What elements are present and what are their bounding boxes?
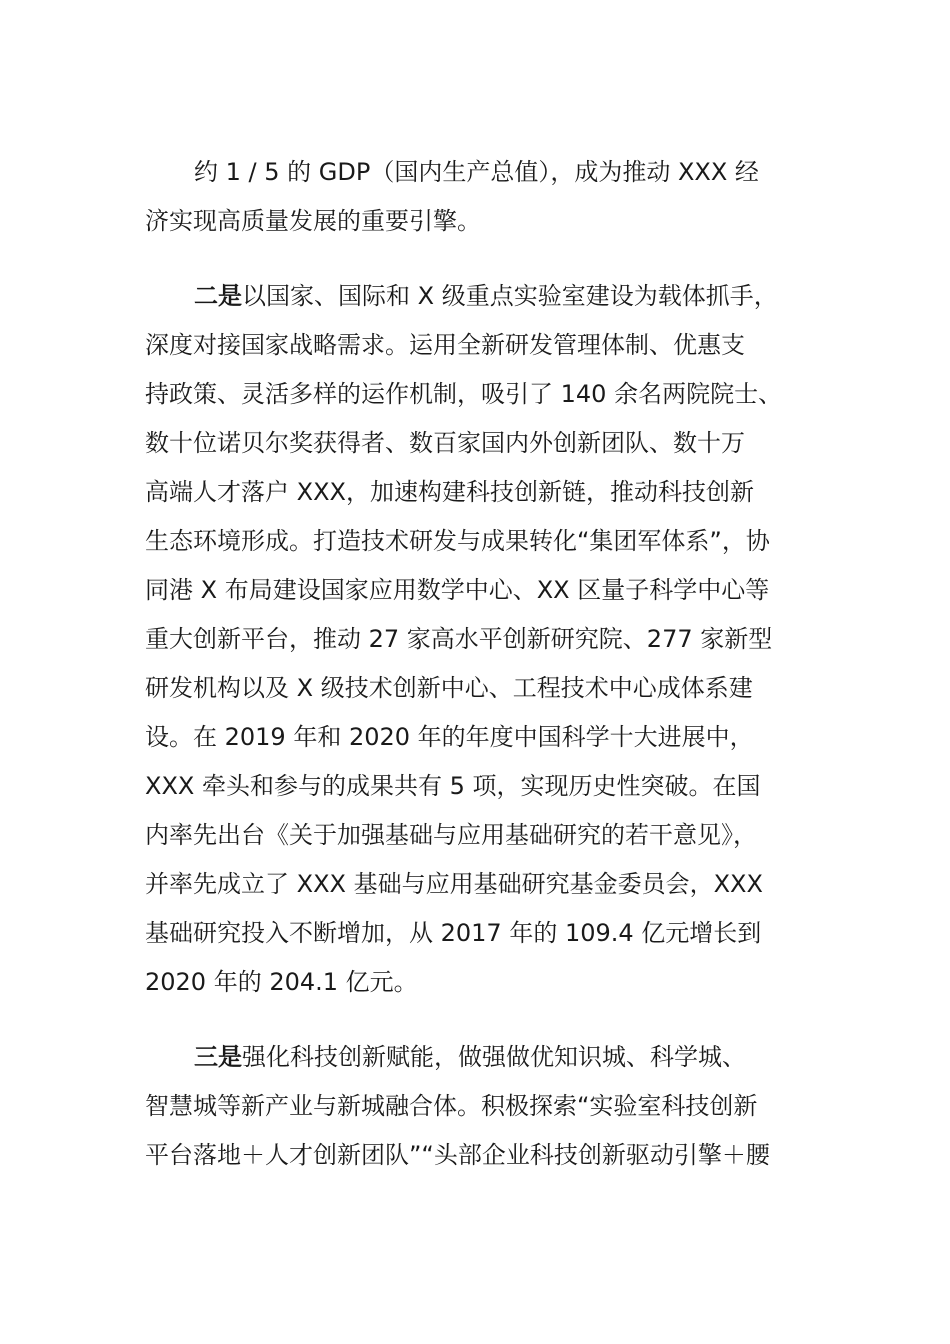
- paragraph-2-line-4: 数十位诺贝尔奖获得者、数百家国内外创新团队、数十万: [145, 429, 745, 457]
- paragraph-2-line-9: 研发机构以及 X 级技术创新中心、工程技术中心成体系建: [145, 674, 753, 702]
- paragraph-2-line-15: 2020 年的 204.1 亿元。: [145, 968, 418, 996]
- paragraph-2-line-12: 内率先出台《关于加强基础与应用基础研究的若干意见》，: [145, 821, 757, 849]
- paragraph-2-line-13: 并率先成立了 XXX 基础与应用基础研究基金委员会，XXX: [145, 870, 763, 898]
- paragraph-3-line-1-text: 强化科技创新赋能，做强做优知识城、科学城、: [242, 1043, 746, 1071]
- paragraph-1-line-1: 约 1 / 5 的 GDP（国内生产总值），成为推动 XXX 经: [194, 158, 759, 186]
- paragraph-2-line-14: 基础研究投入不断增加，从 2017 年的 109.4 亿元增长到: [145, 919, 762, 947]
- paragraph-2-line-7: 同港 X 布局建设国家应用数学中心、XX 区量子科学中心等: [145, 576, 770, 604]
- paragraph-2-lead: 二是: [194, 282, 242, 310]
- paragraph-2-line-8: 重大创新平台，推动 27 家高水平创新研究院、277 家新型: [145, 625, 773, 653]
- paragraph-1-line-2: 济实现高质量发展的重要引擎。: [145, 207, 481, 235]
- paragraph-3-line-1: [194, 1040, 746, 1074]
- paragraph-3-lead: 三是: [194, 1043, 242, 1071]
- paragraph-2-line-11: XXX 牵头和参与的成果共有 5 项，实现历史性突破。在国: [145, 772, 761, 800]
- paragraph-2-line-1-text: 以国家、国际和 X 级重点实验室建设为载体抓手，: [242, 282, 778, 310]
- paragraph-2-line-1: [194, 279, 778, 313]
- paragraph-3-line-2: 智慧城等新产业与新城融合体。积极探索“实验室科技创新: [145, 1092, 758, 1120]
- paragraph-2-line-3: 持政策、灵活多样的运作机制，吸引了 140 余名两院院士、: [145, 380, 783, 408]
- paragraph-2-line-5: 高端人才落户 XXX，加速构建科技创新链，推动科技创新: [145, 478, 754, 506]
- paragraph-3-line-3: 平台落地＋人才创新团队”“头部企业科技创新驱动引擎＋腰: [145, 1141, 770, 1169]
- paragraph-2-line-10: 设。在 2019 年和 2020 年的年度中国科学十大进展中，: [145, 723, 754, 751]
- paragraph-2-line-6: 生态环境形成。打造技术研发与成果转化“集团军体系”，协: [145, 527, 770, 555]
- paragraph-2-line-2: 深度对接国家战略需求。运用全新研发管理体制、优惠支: [145, 331, 745, 359]
